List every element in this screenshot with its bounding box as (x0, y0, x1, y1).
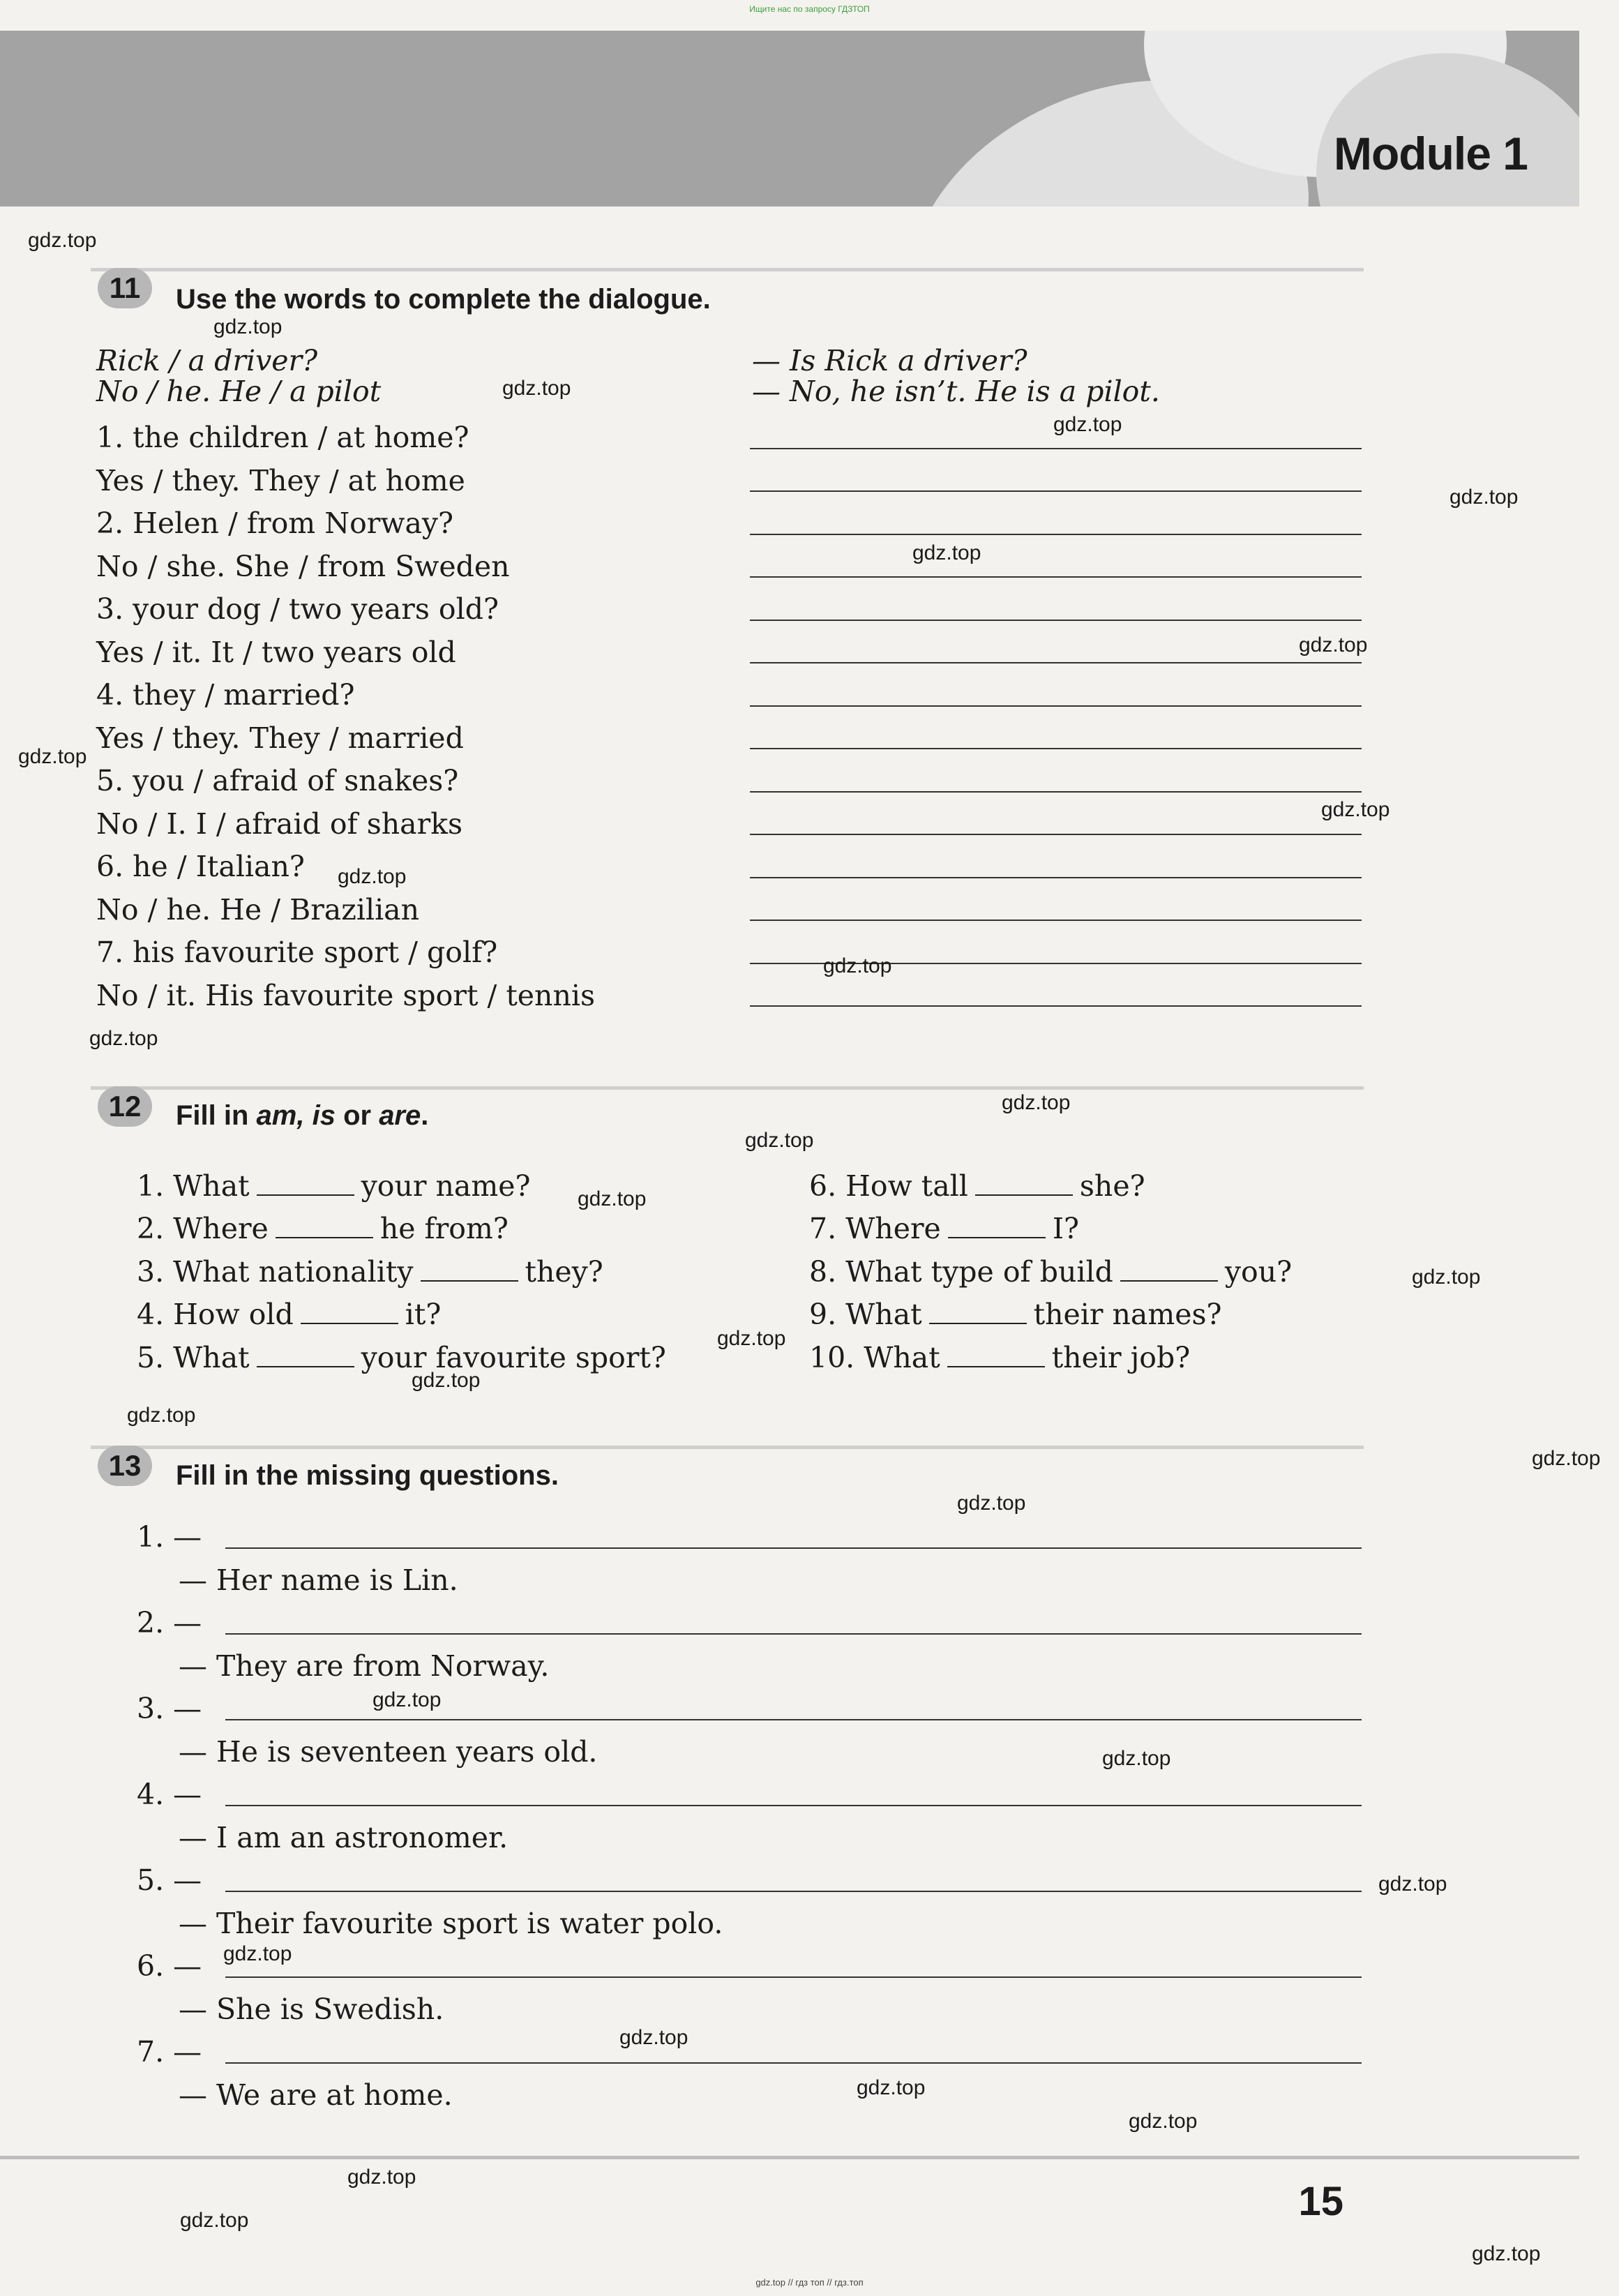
watermark: gdz.top (619, 2026, 688, 2049)
watermark: gdz.top (213, 315, 283, 338)
instruction-or: or (335, 1100, 379, 1131)
question-line[interactable] (225, 1976, 1362, 1978)
footer-note: gdz.top // гдз топ // гдз.топ (755, 2277, 864, 2288)
watermark: gdz.top (412, 1369, 481, 1392)
answer-line[interactable] (750, 620, 1362, 621)
watermark: gdz.top (28, 229, 97, 252)
fill-gap[interactable] (929, 1323, 1027, 1324)
ex11-item-4-question: 4. they / married? (96, 678, 355, 712)
ex11-item-1-answer: Yes / they. They / at home (96, 464, 465, 497)
watermark: gdz.top (578, 1187, 647, 1210)
ex13-item-7-number: 7. — (137, 2035, 202, 2069)
example-answer-prompt: No / he. He / a pilot (96, 375, 382, 408)
ex11-item-4-answer: Yes / they. They / married (96, 721, 464, 755)
ex11-item-1-question: 1. the children / at home? (96, 421, 469, 454)
watermark: gdz.top (1449, 486, 1519, 509)
top-note: Ищите нас по запросу ГДЗТОП (749, 4, 870, 14)
watermark: gdz.top (912, 541, 981, 564)
ex13-item-1-answer: — Her name is Lin. (179, 1563, 458, 1597)
instruction-am-is: am, is (256, 1100, 336, 1131)
ex12-item-1: 1. What your name? (137, 1169, 531, 1203)
answer-line[interactable] (750, 1005, 1362, 1007)
bottom-rule (0, 2156, 1579, 2159)
ex12-item-8: 8. What type of build you? (809, 1255, 1293, 1289)
watermark: gdz.top (1532, 1447, 1601, 1470)
answer-line[interactable] (750, 748, 1362, 749)
watermark: gdz.top (1053, 413, 1122, 436)
watermark: gdz.top (1321, 798, 1390, 821)
fill-gap[interactable] (975, 1194, 1073, 1196)
question-line[interactable] (225, 1805, 1362, 1806)
watermark: gdz.top (957, 1492, 1026, 1515)
exercise-12-instruction (176, 1100, 428, 1132)
ex13-item-7-answer: — We are at home. (179, 2078, 453, 2112)
fill-gap[interactable] (948, 1237, 1046, 1238)
watermark: gdz.top (1378, 1873, 1447, 1896)
answer-line[interactable] (750, 920, 1362, 921)
ex13-item-2-number: 2. — (137, 1606, 202, 1640)
question-line[interactable] (225, 1633, 1362, 1635)
fill-gap[interactable] (257, 1366, 354, 1367)
ex11-item-6-question: 6. he / Italian? (96, 850, 305, 883)
fill-gap[interactable] (301, 1323, 398, 1324)
ex11-item-6-answer: No / he. He / Brazilian (96, 893, 420, 926)
instruction-are: are (379, 1100, 421, 1131)
example-question-prompt: Rick / a driver? (96, 344, 318, 377)
watermark: gdz.top (1129, 2110, 1198, 2133)
fill-gap[interactable] (1120, 1280, 1218, 1282)
fill-gap[interactable] (276, 1237, 373, 1238)
exercise-11-number: 11 (98, 268, 152, 308)
ex13-item-3-number: 3. — (137, 1692, 202, 1725)
ex13-item-6-number: 6. — (137, 1949, 202, 1983)
watermark: gdz.top (89, 1027, 158, 1050)
question-line[interactable] (225, 1547, 1362, 1549)
exercise-11-rule (91, 268, 1364, 271)
watermark: gdz.top (1472, 2242, 1541, 2265)
ex13-item-6-answer: — She is Swedish. (179, 1993, 444, 2026)
ex11-item-3-answer: Yes / it. It / two years old (96, 636, 456, 669)
ex13-item-3-answer: — He is seventeen years old. (179, 1735, 598, 1769)
exercise-13-rule (91, 1446, 1364, 1449)
question-line[interactable] (225, 2062, 1362, 2064)
instruction-end: . (421, 1100, 429, 1131)
watermark: gdz.top (1412, 1266, 1481, 1289)
fill-gap[interactable] (947, 1366, 1045, 1367)
fill-gap[interactable] (421, 1280, 518, 1282)
ex12-item-3: 3. What nationality they? (137, 1255, 603, 1289)
ex13-item-5-number: 5. — (137, 1863, 202, 1897)
exercise-12-number: 12 (98, 1086, 152, 1127)
ex11-item-5-answer: No / I. I / afraid of sharks (96, 807, 463, 841)
ex13-item-1-number: 1. — (137, 1520, 202, 1554)
ex11-item-7-answer: No / it. His favourite sport / tennis (96, 979, 596, 1012)
watermark: gdz.top (127, 1404, 196, 1427)
ex11-item-3-question: 3. your dog / two years old? (96, 592, 499, 626)
answer-line[interactable] (750, 791, 1362, 793)
watermark: gdz.top (1102, 1747, 1171, 1770)
exercise-13-instruction: Fill in the missing questions. (176, 1460, 559, 1491)
ex12-item-7: 7. Where I? (809, 1212, 1080, 1245)
watermark: gdz.top (180, 2209, 249, 2232)
ex12-item-9: 9. What their names? (809, 1298, 1222, 1331)
watermark: gdz.top (502, 377, 571, 400)
ex11-item-2-answer: No / she. She / from Sweden (96, 550, 510, 583)
question-line[interactable] (225, 1891, 1362, 1892)
watermark: gdz.top (338, 865, 407, 888)
ex12-item-5: 5. What your favourite sport? (137, 1341, 666, 1374)
question-line[interactable] (225, 1719, 1362, 1720)
watermark: gdz.top (745, 1129, 814, 1152)
example-answer: — No, he isn’t. He is a pilot. (752, 375, 1160, 408)
answer-line[interactable] (750, 705, 1362, 707)
ex13-item-4-answer: — I am an astronomer. (179, 1821, 509, 1854)
answer-line[interactable] (750, 534, 1362, 535)
ex13-item-2-answer: — They are from Norway. (179, 1649, 550, 1683)
exercise-13-number: 13 (98, 1446, 152, 1486)
ex11-item-2-question: 2. Helen / from Norway? (96, 507, 454, 540)
exercise-12-rule (91, 1086, 1364, 1090)
watermark: gdz.top (1002, 1091, 1071, 1114)
exercise-11-instruction: Use the words to complete the dialogue. (176, 284, 711, 315)
watermark: gdz.top (223, 1942, 292, 1965)
watermark: gdz.top (823, 954, 892, 977)
ex12-item-6: 6. How tall she? (809, 1169, 1145, 1203)
watermark: gdz.top (18, 745, 87, 768)
ex13-item-5-answer: — Their favourite sport is water polo. (179, 1907, 723, 1940)
fill-gap[interactable] (257, 1194, 354, 1196)
watermark: gdz.top (717, 1327, 786, 1350)
answer-line[interactable] (750, 877, 1362, 878)
watermark: gdz.top (1299, 633, 1368, 656)
answer-line[interactable] (750, 576, 1362, 578)
ex12-item-4: 4. How old it? (137, 1298, 442, 1331)
ex13-item-4-number: 4. — (137, 1778, 202, 1811)
ex12-item-10: 10. What their job? (809, 1341, 1191, 1374)
watermark: gdz.top (347, 2166, 416, 2189)
instruction-text: Fill in (176, 1100, 257, 1131)
answer-line[interactable] (750, 662, 1362, 663)
example-question: — Is Rick a driver? (752, 344, 1027, 377)
module-banner (0, 31, 1579, 207)
watermark: gdz.top (372, 1688, 442, 1711)
answer-line[interactable] (750, 448, 1362, 449)
watermark: gdz.top (857, 2076, 926, 2099)
ex11-item-7-question: 7. his favourite sport / golf? (96, 936, 498, 969)
answer-line[interactable] (750, 490, 1362, 492)
module-title: Module 1 (1333, 128, 1528, 179)
answer-line[interactable] (750, 834, 1362, 835)
ex11-item-5-question: 5. you / afraid of snakes? (96, 764, 459, 797)
page-number: 15 (1298, 2179, 1343, 2224)
ex12-item-2: 2. Where he from? (137, 1212, 509, 1245)
